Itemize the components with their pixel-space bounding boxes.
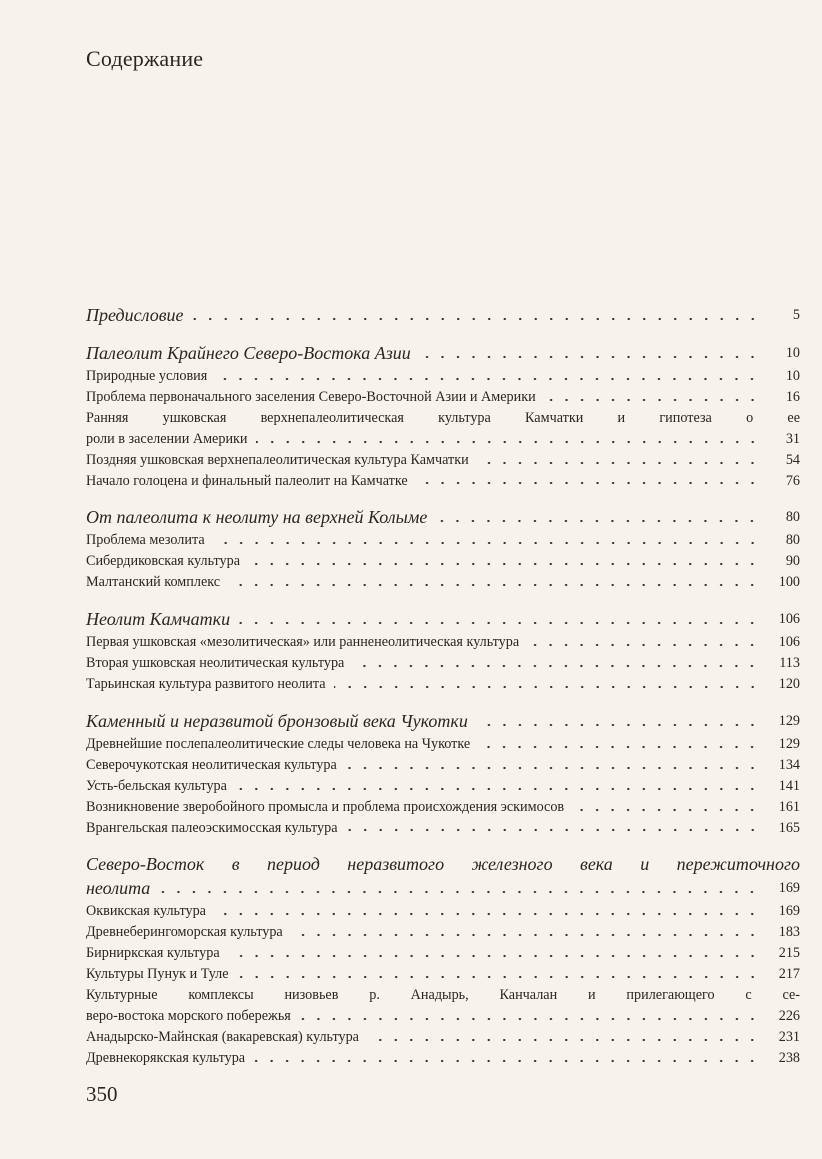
toc-heading[interactable]: [86, 303, 800, 327]
entry-page-number: 215: [778, 945, 800, 962]
entry-title: Древнейшие послепалеолитические следы человека на Чукотке: [86, 735, 471, 752]
dot-leader: [478, 744, 760, 750]
dot-leader: [477, 460, 760, 466]
entry-title: Тарьинская культура развитого неолита: [86, 675, 326, 692]
entry-title: Культуры Пунук и Туле: [86, 966, 229, 983]
dot-leader: [352, 663, 760, 669]
entry-title: Вторая ушковская неолитическая культура: [86, 655, 345, 672]
toc-heading[interactable]: [86, 709, 800, 733]
entry-title: роли в заселении Америки: [86, 430, 248, 447]
toc-heading[interactable]: [86, 876, 800, 900]
toc-entry[interactable]: [86, 450, 800, 471]
toc-heading[interactable]: [86, 505, 800, 529]
toc-entry[interactable]: [86, 1048, 800, 1069]
toc-entry[interactable]: [86, 922, 800, 943]
toc-section: [86, 505, 800, 593]
entry-title: Северочукотская неолитическая культура: [86, 756, 337, 773]
entry-page-number: 106: [778, 634, 800, 651]
toc-entry[interactable]: [86, 551, 800, 572]
toc-entry[interactable]: [86, 797, 800, 818]
entry-page-number: 169: [778, 880, 800, 897]
entry-page-number: 141: [778, 777, 800, 794]
entry-page-number: 183: [778, 924, 800, 941]
dot-leader: [291, 932, 760, 938]
entry-page-number: 161: [778, 798, 800, 815]
entry-title: Неолит Камчатки: [86, 609, 231, 630]
entry-title: Древнеберингоморская культура: [86, 924, 283, 941]
dot-leader: [527, 642, 760, 648]
toc-heading[interactable]: [86, 341, 800, 365]
toc-section: [86, 852, 800, 1068]
dot-leader: [367, 1037, 760, 1043]
entry-page-number: 120: [778, 675, 800, 692]
toc-heading-line: Северо-Восток в период неразвитого железного века и пережиточного: [86, 854, 800, 875]
entry-title: Анадырско-Майнская (вакаревская) культура: [86, 1028, 359, 1045]
toc-entry[interactable]: [86, 653, 800, 674]
entry-title: Усть-бельская культура: [86, 777, 227, 794]
dot-leader: [215, 376, 760, 382]
dot-leader: [253, 1058, 760, 1064]
toc-entry-line: Ранняя ушковская верхнепалеолитическая культура Камчатки и гипотеза о ее: [86, 409, 800, 426]
toc-entry[interactable]: [86, 674, 800, 695]
entry-title: Древнекорякская культура: [86, 1049, 246, 1066]
table-of-contents: [86, 303, 800, 1083]
entry-page-number: 90: [785, 553, 800, 570]
entry-title: Бирниркская культура: [86, 945, 220, 962]
toc-entry[interactable]: [86, 366, 800, 387]
dot-leader: [435, 518, 760, 524]
dot-leader: [416, 480, 760, 486]
toc-entry[interactable]: [86, 964, 800, 985]
entry-page-number: 238: [778, 1049, 800, 1066]
entry-title: Проблема первоначального заселения Северо-Восточной Азии и Америки: [86, 388, 536, 405]
entry-title: Каменный и неразвитой бронзовый века Чукотки: [86, 710, 468, 731]
entry-page-number: 231: [778, 1028, 800, 1045]
entry-page-number: 54: [785, 451, 800, 468]
dot-leader: [238, 620, 760, 626]
entry-title: Проблема мезолита: [86, 532, 205, 549]
toc-entry[interactable]: [86, 755, 800, 776]
entry-page-number: 106: [778, 611, 800, 628]
dot-leader: [235, 786, 760, 792]
entry-page-number: 100: [778, 574, 800, 591]
dot-leader: [572, 807, 760, 813]
entry-title: Начало голоцена и финальный палеолит на Камчатке: [86, 472, 408, 489]
toc-entry-line: Культурные комплексы низовьев р. Анадырь, Канчалан и прилегающего с се-: [86, 987, 800, 1004]
entry-title: неолита: [86, 878, 151, 899]
entry-page-number: 226: [778, 1007, 800, 1024]
toc-entry[interactable]: [86, 776, 800, 797]
toc-section: [86, 341, 800, 491]
toc-entry[interactable]: [86, 530, 800, 551]
entry-title: Палеолит Крайнего Северо-Востока Азии: [86, 343, 411, 363]
entry-title: Поздняя ушковская верхнепалеолитическая культура Камчатки: [86, 451, 469, 468]
entry-title: Возникновение зверобойного промысла и проблема происхождения эскимосов: [86, 798, 565, 815]
dot-leader: [158, 889, 760, 895]
entry-title: веро-востока морского побережья: [86, 1007, 291, 1024]
toc-entry[interactable]: [86, 1027, 800, 1048]
toc-entry[interactable]: [86, 471, 800, 492]
dot-leader: [213, 540, 760, 546]
dot-leader: [256, 439, 760, 445]
entry-page-number: 165: [778, 819, 800, 836]
toc-section: [86, 303, 800, 327]
dot-leader: [214, 911, 760, 917]
toc-entry[interactable]: [86, 429, 800, 450]
page-title: Содержание: [86, 46, 204, 71]
entry-title: От палеолита к неолиту на верхней Колыме: [86, 507, 428, 528]
toc-entry[interactable]: [86, 632, 800, 653]
entry-title: Первая ушковская «мезолитическая» или ранненеолитическая культура: [86, 634, 520, 651]
dot-leader: [346, 827, 760, 833]
toc-section: [86, 607, 800, 695]
dot-leader: [419, 354, 760, 360]
entry-page-number: 31: [785, 430, 800, 447]
page-number: 350: [86, 1082, 118, 1106]
entry-page-number: 10: [785, 345, 800, 361]
dot-leader: [228, 953, 760, 959]
dot-leader: [237, 974, 760, 980]
entry-title: Врангельская палеоэскимосская культура: [86, 819, 338, 836]
entry-page-number: 76: [785, 472, 800, 489]
entry-page-number: 129: [778, 712, 800, 729]
entry-page-number: 217: [778, 966, 800, 983]
entry-page-number: 10: [785, 368, 800, 384]
entry-page-number: 169: [778, 903, 800, 920]
dot-leader: [299, 1016, 760, 1022]
entry-page-number: 16: [785, 388, 800, 405]
toc-entry[interactable]: [86, 1006, 800, 1027]
toc-entry[interactable]: [86, 572, 800, 593]
entry-title: Малтанский комплекс: [86, 574, 221, 591]
toc-entry[interactable]: [86, 818, 800, 839]
entry-page-number: 134: [778, 756, 800, 773]
entry-title: Оквикская культура: [86, 903, 206, 920]
entry-title: Сибердиковская культура: [86, 553, 240, 570]
dot-leader: [334, 684, 760, 690]
dot-leader: [228, 582, 760, 588]
entry-page-number: 5: [792, 307, 800, 323]
dot-leader: [544, 397, 760, 403]
toc-entry[interactable]: [86, 943, 800, 964]
entry-title: Предисловие: [86, 305, 184, 325]
toc-section: [86, 709, 800, 839]
dot-leader: [192, 316, 760, 322]
toc-heading[interactable]: [86, 607, 800, 631]
dot-leader: [248, 561, 760, 567]
entry-page-number: 80: [785, 532, 800, 549]
entry-page-number: 80: [785, 509, 800, 526]
entry-page-number: 113: [779, 655, 800, 672]
dot-leader: [345, 765, 760, 771]
dot-leader: [476, 722, 760, 728]
entry-page-number: 129: [778, 735, 800, 752]
toc-entry[interactable]: [86, 901, 800, 922]
entry-title: Природные условия: [86, 368, 208, 384]
toc-entry[interactable]: [86, 734, 800, 755]
toc-entry[interactable]: [86, 387, 800, 408]
